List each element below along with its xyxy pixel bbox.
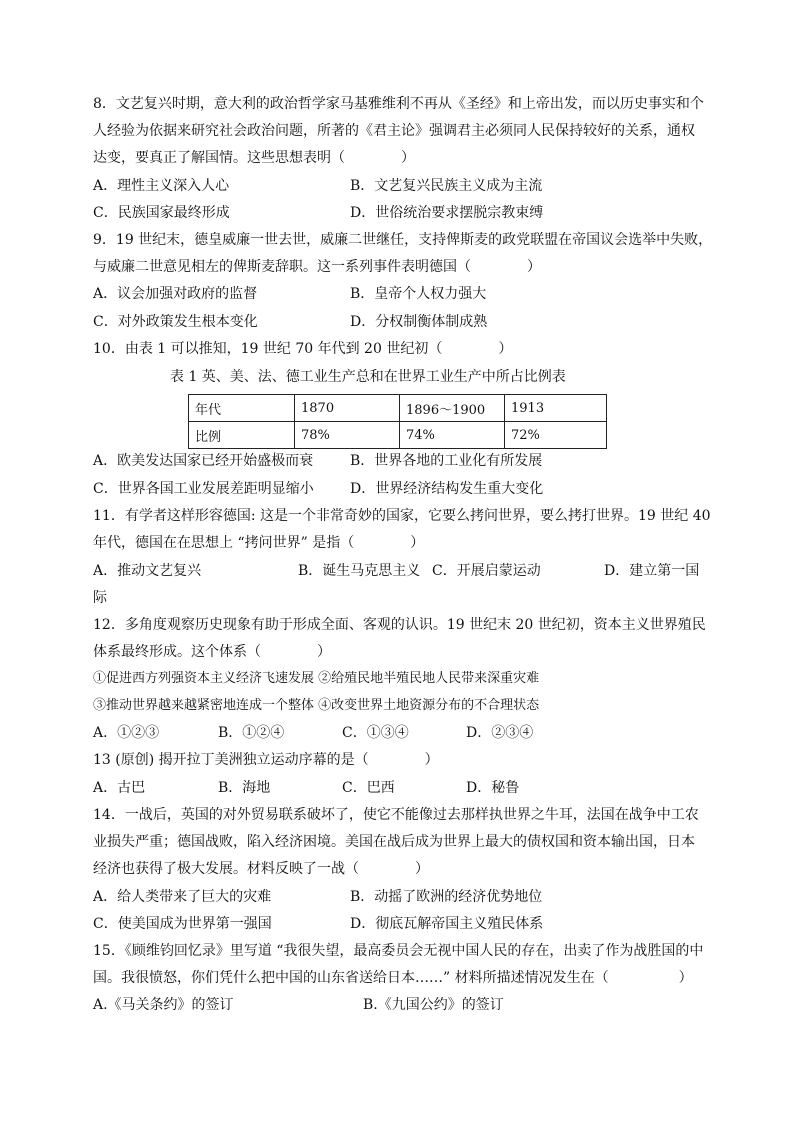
q14-line-3: 经济也获得了极大发展。材料反映了一战（ ）	[93, 861, 429, 877]
q9-option-c: C．对外政策发生根本变化	[93, 314, 258, 330]
table-row	[189, 395, 607, 422]
q11-option-a: A．推动文艺复兴	[93, 563, 202, 579]
q8-line-3: 达变，要真正了解国情。这些思想表明（ ）	[93, 150, 415, 166]
q12-line-1: 12．多角度观察历史现象有助于形成全面、客观的认识。19 世纪末 20 世纪初，资本主义世界殖民	[93, 617, 706, 633]
q15-line-1: 15．《顾维钧回忆录》里写道 “我很失望，最高委员会无视中国人民的存在，出卖了作为战胜国的中	[93, 943, 704, 959]
q10-option-b: B．世界各地的工业化有所发展	[350, 453, 543, 469]
q14-option-c: C．使美国成为世界第一强国	[93, 916, 272, 932]
q13-option-a: A．古巴	[93, 780, 146, 796]
q12-option-d: D．②③④	[466, 725, 534, 741]
q8-option-a: A．理性主义深入人心	[93, 178, 230, 194]
table-row	[189, 422, 607, 449]
q15-option-b: B.《九国公约》的签订	[363, 997, 504, 1013]
q10-option-a: A．欧美发达国家已经开始盛极而衰	[93, 453, 314, 469]
q10-table	[188, 394, 607, 449]
q9-line-2: 与威廉二世意见相左的俾斯麦辞职。这一系列事件表明德国（ ）	[93, 259, 541, 275]
q10-line-1: 10．由表 1 可以推知，19 世纪 70 年代到 20 世纪初（ ）	[93, 341, 513, 357]
q8-line-1: 8．文艺复兴时期，意大利的政治哲学家马基雅维利不再从《圣经》和上帝出发，而以历史事实和个	[93, 96, 704, 112]
q8-option-d: D．世俗统治要求摆脱宗教束缚	[350, 205, 544, 221]
q12-option-a: A．①②③	[93, 725, 160, 741]
q10-table-caption: 表 1 英、美、法、德工业生产总和在世界工业生产中所占比例表	[170, 369, 566, 385]
q14-option-b: B．动摇了欧洲的经济优势地位	[350, 889, 543, 905]
q8-line-2: 人经验为依据来研究社会政治问题，所著的《君主论》强调君主必须同人民保持较好的关系，通权	[93, 123, 695, 139]
table-cell: 年代	[189, 395, 295, 422]
q11-line-1: 11．有学者这样形容德国: 这是一个非常奇妙的国家，它要么拷问世界，要么拷打世界。19 世纪 40	[93, 508, 711, 524]
q8-option-b: B．文艺复兴民族主义成为主流	[350, 178, 543, 194]
q13-option-c: C．巴西	[342, 780, 395, 796]
q13-line-1: 13 (原创) 揭开拉丁美洲独立运动序幕的是（ ）	[93, 752, 439, 768]
q12-statement-line-2: ③推动世界越来越紧密地连成一个整体 ④改变世界土地资源分布的不合理状态	[93, 698, 540, 713]
q11-line-2: 年代，德国在在思想上 “拷问世界” 是指（ ）	[93, 535, 425, 551]
q12-option-c: C．①③④	[342, 725, 409, 741]
q11-option-b: B．诞生马克思主义	[298, 563, 421, 579]
q9-option-a: A．议会加强对政府的监督	[93, 286, 258, 302]
q10-option-d: D．世界经济结构发生重大变化	[350, 481, 544, 497]
q9-option-b: B．皇帝个人权力强大	[350, 286, 487, 302]
q13-option-b: B．海地	[218, 780, 271, 796]
table-cell: 1896～1900	[400, 395, 505, 422]
q12-option-b: B．①②④	[218, 725, 285, 741]
q9-line-1: 9．19 世纪末，德皇威廉一世去世，威廉二世继任，支持俾斯麦的政党联盟在帝国议会选举中失败，	[93, 232, 713, 248]
table-cell: 72%	[505, 422, 607, 449]
q11-option-d: D．建立第一国	[604, 563, 700, 579]
q8-option-c: C．民族国家最终形成	[93, 205, 230, 221]
q14-line-1: 14．一战后，英国的对外贸易联系破坏了，使它不能像过去那样执世界之牛耳，法国在战争中工农	[93, 807, 699, 823]
q13-option-d: D．秘鲁	[466, 780, 520, 796]
q11-option-c: C．开展启蒙运动	[432, 563, 541, 579]
q14-option-a: A．给人类带来了巨大的灾难	[93, 889, 272, 905]
table-cell: 78%	[295, 422, 400, 449]
q14-option-d: D．彻底瓦解帝国主义殖民体系	[350, 916, 544, 932]
q9-option-d: D．分权制衡体制成熟	[350, 314, 488, 330]
q10-option-c: C．世界各国工业发展差距明显缩小	[93, 481, 314, 497]
q12-statement-line-1: ①促进西方列强资本主义经济飞速发展 ②给殖民地半殖民地人民带来深重灾难	[93, 671, 540, 686]
table-cell: 74%	[400, 422, 505, 449]
q11-option-d-wrap: 际	[93, 590, 107, 606]
table-cell: 比例	[189, 422, 295, 449]
table-cell: 1913	[505, 395, 607, 422]
q15-line-2: 国。我很愤怒，你们凭什么把中国的山东省送给日本……” 材料所描述情况发生在（ ）	[93, 970, 693, 986]
table-cell: 1870	[295, 395, 400, 422]
q14-line-2: 业损失严重；德国战败，陷入经济困境。美国在战后成为世界上最大的债权国和资本输出国，日本	[93, 834, 695, 850]
q12-line-2: 体系最终形成。这个体系（ ）	[93, 644, 331, 660]
q15-option-a: A.《马关条约》的签订	[93, 997, 234, 1013]
